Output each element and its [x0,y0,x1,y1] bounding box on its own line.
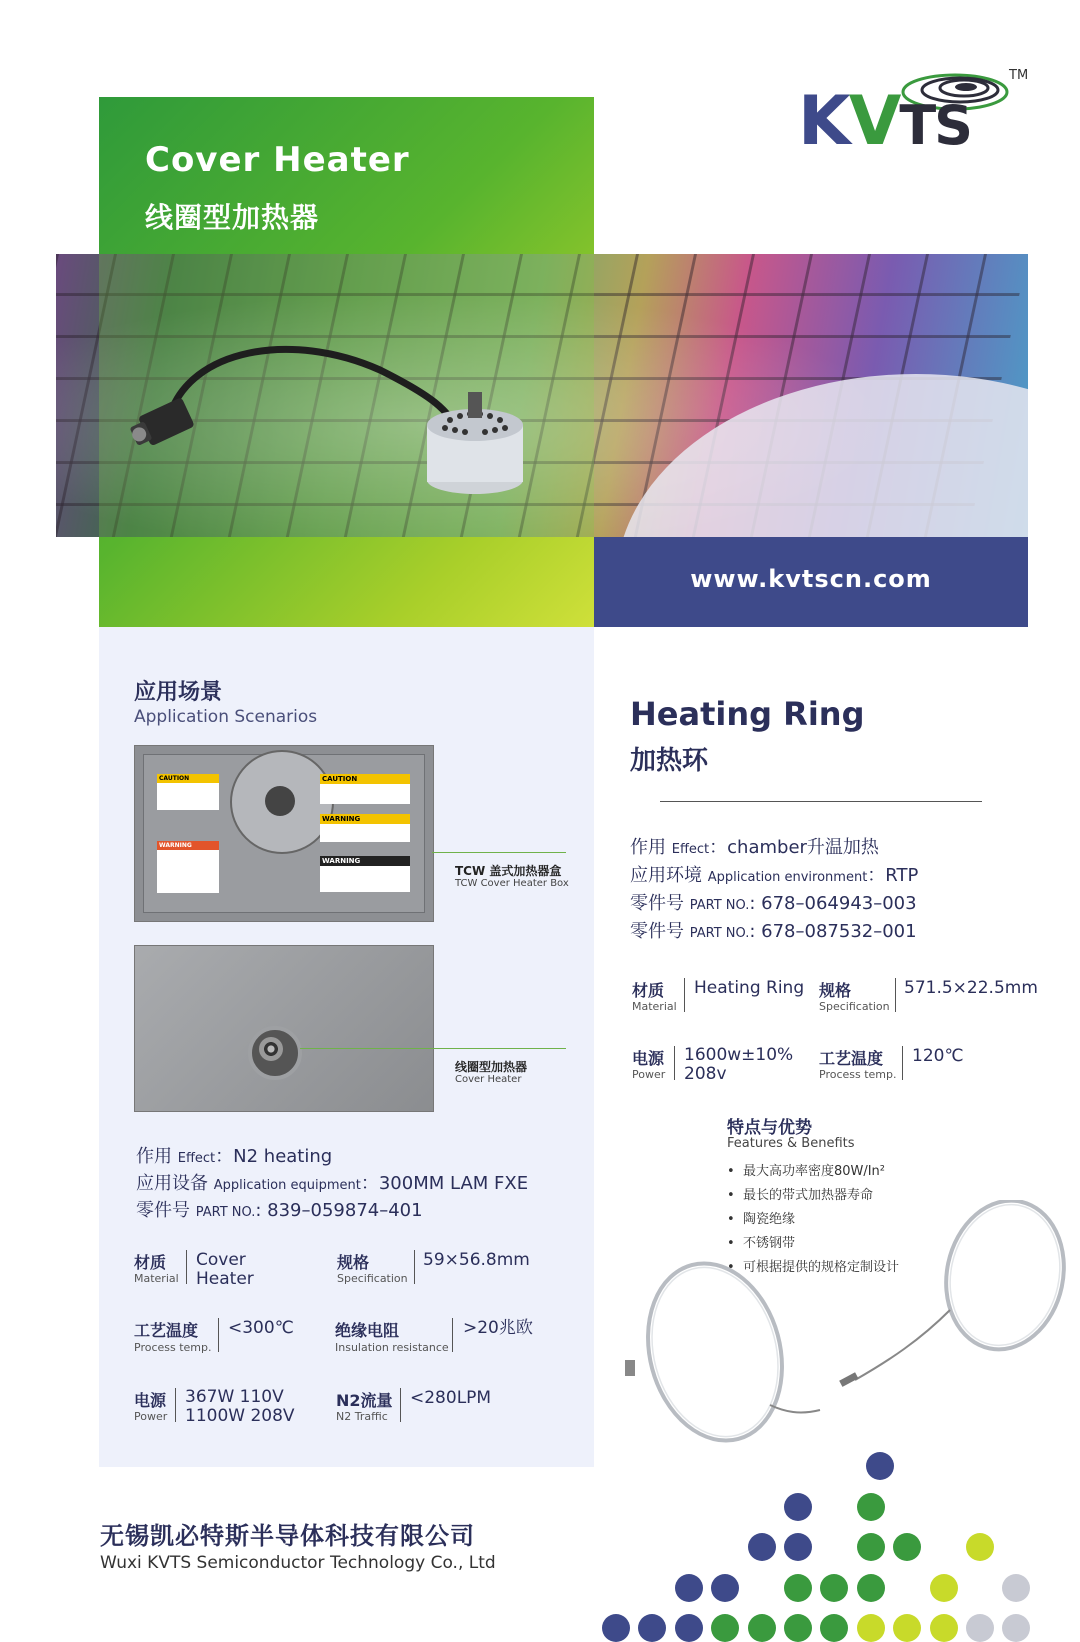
cover-heater-product-image [130,340,550,540]
caution-label: CAUTION [157,774,219,810]
divider [902,1046,903,1080]
spec-label-cn: 材质 [134,1253,167,1272]
feature-item: • 最长的带式加热器寿命 [727,1188,873,1203]
photo-caption-en: Cover Heater [455,1074,522,1085]
feature-item: • 不锈钢带 [727,1236,795,1251]
spec-label-cn: 绝缘电阻 [335,1321,400,1340]
divider [452,1318,453,1352]
spec-label-cn: 规格 [337,1253,370,1272]
divider [175,1388,176,1422]
hero-title-cn: 线圈型加热器 [145,201,320,234]
leader-line [432,852,566,853]
spec-label-cn: 规格 [819,981,852,1000]
photo-caption-cn: TCW 盖式加热器盒 [455,864,562,878]
spec-label-cn: 材质 [632,981,665,1000]
application-title-cn: 应用场景 [134,680,223,705]
spec-value: >20兆欧 [463,1318,533,1338]
spec-value: <300℃ [228,1318,294,1338]
photo-caption-en: TCW Cover Heater Box [455,878,569,889]
ring-part-line: 零件号 PART NO.: 678–064943–003 [630,893,917,914]
spec-value: Heating Ring [694,978,805,998]
feature-item: • 可根据提供的规格定制设计 [727,1260,899,1275]
spec-label-en: Power [134,1410,168,1423]
warning-label: WARNING [320,856,410,892]
spec-label-en: Power [632,1068,666,1081]
tcw-heater-box-photo [134,745,434,922]
caution-label: CAUTION [320,774,410,804]
spec-value: 367W 110V 1100W 208V [185,1387,295,1426]
divider [414,1250,415,1284]
spec-value: 1600w±10% 208v [684,1045,794,1084]
divider [684,978,685,1012]
company-name-cn: 无锡凯必特斯半导体科技有限公司 [100,1522,475,1550]
heating-ring-product-image [620,1200,1080,1500]
warning-label: WARNING [320,814,410,842]
spec-label-en: Material [134,1272,179,1285]
company-name-en: Wuxi KVTS Semiconductor Technology Co., Ltd [100,1553,496,1573]
spec-label-en: Process temp. [819,1068,897,1081]
hero-title-en: Cover Heater [145,140,410,180]
cover-equipment-line: 应用设备 Application equipment：300MM LAM FXE [136,1173,529,1194]
spec-label-cn: 电源 [632,1049,665,1068]
spec-value: 120℃ [912,1046,964,1066]
divider [674,1046,675,1080]
spec-label-cn: 工艺温度 [134,1321,199,1340]
spec-value: <280LPM [410,1388,492,1408]
feature-item: • 陶瓷绝缘 [727,1212,795,1227]
spec-label-cn: 电源 [134,1391,167,1410]
ring-environment-line: 应用环境 Application environment：RTP [630,865,919,886]
features-title-en: Features & Benefits [727,1136,855,1151]
feature-item: • 最大高功率密度80W/In² [727,1164,885,1179]
ring-part-line: 零件号 PART NO.: 678–087532–001 [630,921,917,942]
divider [400,1388,401,1422]
cover-heater-photo [134,945,434,1112]
warning-label: WARNING [157,841,219,893]
ring-effect-line: 作用 Effect：chamber升温加热 [630,837,879,858]
spec-label-cn: 工艺温度 [819,1049,884,1068]
divider [218,1318,219,1352]
photo-caption-cn: 线圈型加热器 [455,1060,528,1074]
heating-ring-title-en: Heating Ring [630,695,865,733]
spec-value: Cover Heater [196,1250,254,1289]
leader-line [300,1048,566,1049]
heating-ring-title-cn: 加热环 [630,746,709,776]
company-logo: KVTS [798,82,972,161]
trademark-symbol: TM [1009,68,1029,83]
application-title-en: Application Scenarios [134,707,318,727]
spec-value: 571.5×22.5mm [904,978,1038,998]
spec-label-cn: N2流量 [336,1391,393,1410]
website-url[interactable]: www.kvtscn.com [690,565,932,593]
spec-label-en: Specification [819,1000,890,1013]
spec-label-en: Insulation resistance [335,1341,449,1354]
features-title-cn: 特点与优势 [727,1118,812,1138]
spec-label-en: Process temp. [134,1341,212,1354]
spec-label-en: Material [632,1000,677,1013]
title-divider [660,801,982,802]
divider [895,978,896,1012]
cover-effect-line: 作用 Effect：N2 heating [136,1146,333,1167]
cover-part-line: 零件号 PART NO.: 839–059874–401 [136,1200,423,1221]
spec-value: 59×56.8mm [423,1250,530,1270]
spec-label-en: Specification [337,1272,408,1285]
spec-label-en: N2 Traffic [336,1410,388,1423]
divider [186,1250,187,1284]
